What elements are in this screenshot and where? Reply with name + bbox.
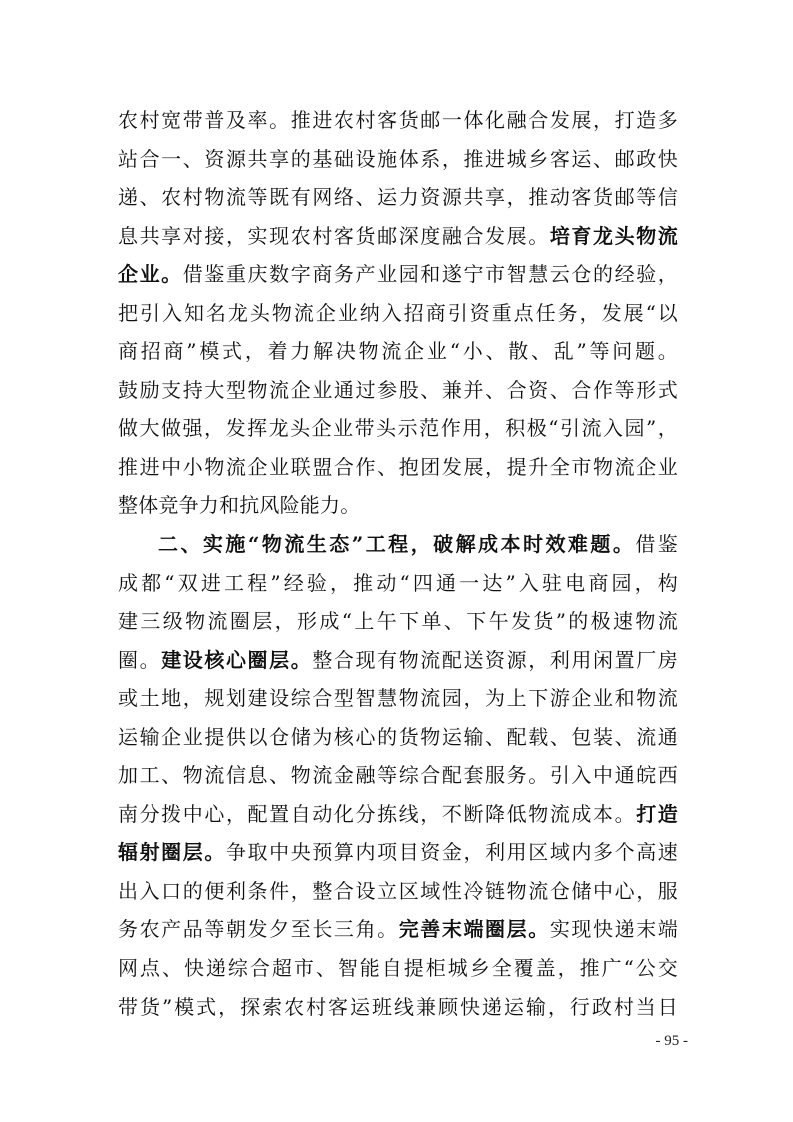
text-segment: 整体竞争力和抗风险能力。 <box>118 493 361 518</box>
text-segment: 借鉴重庆数字商务产业园和遂宁市智慧云仓的经验， <box>182 262 678 287</box>
text-line <box>118 294 678 333</box>
text-segment: 成都“双进工程”经验，推动“四通一达”入驻电商园，构 <box>118 570 678 595</box>
text-segment: 把引入知名龙头物流企业纳入招商引资重点任务，发展“以 <box>118 300 678 325</box>
text-segment: 带货”模式，探索农村客运班线兼顾快递运输，行政村当日 <box>118 994 678 1019</box>
text-segment: 站合一、资源共享的基础设施体系，推进城乡客运、邮政快 <box>118 146 678 171</box>
text-segment: 圈。 <box>118 647 162 672</box>
text-line <box>118 178 678 217</box>
text-line <box>118 988 678 1027</box>
text-segment: 息共享对接，实现农村客货邮深度融合发展。 <box>118 223 550 248</box>
bold-heading-segment: 二、实施“物流生态”工程，破解成本时效难题。 <box>158 532 636 557</box>
text-segment: 或土地，规划建设综合型智慧物流园，为上下游企业和物流 <box>118 686 678 711</box>
text-segment: 整合现有物流配送资源，利用闲置厂房 <box>312 647 678 672</box>
text-line <box>118 332 678 371</box>
bold-heading-segment: 建设核心圈层。 <box>161 647 313 672</box>
text-line <box>118 255 678 294</box>
text-segment: 网点、快递综合超市、智能自提柜城乡全覆盖，推广“公交 <box>118 956 678 981</box>
text-line <box>118 101 678 140</box>
text-segment: 鼓励支持大型物流企业通过参股、兼并、合资、合作等形式 <box>118 377 678 402</box>
text-line <box>118 949 678 988</box>
text-segment: 推进中小物流企业联盟合作、抱团发展，提升全市物流企业 <box>118 454 678 479</box>
page-number: - 95 - <box>655 1033 688 1049</box>
text-segment: 建三级物流圈层，形成“上午下单、下午发货”的极速物流 <box>118 609 678 634</box>
text-line <box>118 140 678 179</box>
text-segment: 递、农村物流等既有网络、运力资源共享，推动客货邮等信 <box>118 185 678 210</box>
text-segment: 农村宽带普及率。推进农村客货邮一体化融合发展，打造多 <box>118 108 678 132</box>
text-segment: 加工、物流信息、物流金融等综合配套服务。引入中通皖西 <box>118 763 678 788</box>
text-segment: 南分拨中心，配置自动化分拣线，不断降低物流成本。 <box>118 801 637 826</box>
text-segment: 做大做强，发挥龙头企业带头示范作用，积极“引流入园”， <box>118 416 678 441</box>
text-segment: 出入口的便利条件，整合设立区域性冷链物流仓储中心，服 <box>118 878 678 903</box>
text-segment: 实现快递末端 <box>549 917 678 942</box>
bold-heading-segment: 培育龙头物流 <box>549 223 678 248</box>
text-line <box>118 795 678 834</box>
text-line <box>118 448 678 487</box>
text-line <box>118 564 678 603</box>
text-line <box>118 602 678 641</box>
text-line <box>118 833 678 872</box>
document-body <box>118 101 678 1026</box>
text-line <box>118 756 678 795</box>
text-line <box>118 910 678 949</box>
bold-heading-segment: 辐射圈层。 <box>118 840 226 865</box>
text-segment: 争取中央预算内项目资金，利用区域内多个高速 <box>225 840 678 865</box>
bold-heading-segment: 完善末端圈层。 <box>398 917 550 942</box>
bold-heading-segment: 打造 <box>636 801 678 826</box>
text-line <box>118 409 678 448</box>
text-segment: 商招商”模式，着力解决物流企业“小、散、乱”等问题。 <box>118 339 678 364</box>
text-line <box>118 525 678 564</box>
text-segment: 运输企业提供以仓储为核心的货物运输、配载、包装、流通 <box>118 724 678 749</box>
text-segment: 借鉴 <box>635 532 678 557</box>
text-line <box>118 718 678 757</box>
text-segment: 务农产品等朝发夕至长三角。 <box>118 917 399 942</box>
text-line <box>118 641 678 680</box>
text-line <box>118 371 678 410</box>
bold-heading-segment: 企业。 <box>118 262 183 287</box>
text-line <box>118 486 678 525</box>
text-line <box>118 872 678 911</box>
text-line <box>118 679 678 718</box>
text-line <box>118 217 678 256</box>
